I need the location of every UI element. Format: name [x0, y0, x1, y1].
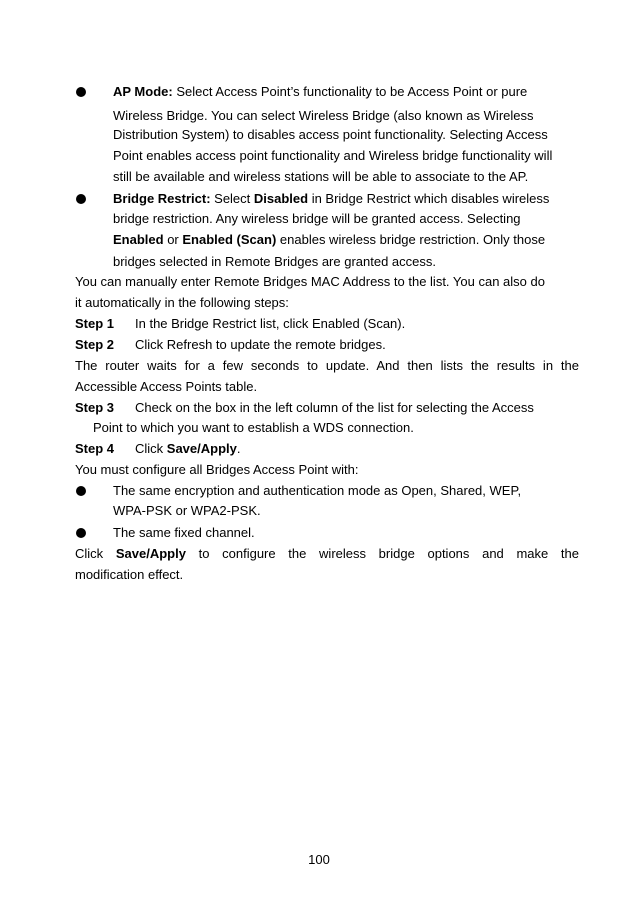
save-apply-term: Save/Apply: [166, 441, 237, 456]
configure-line: You must configure all Bridges Access Point with:: [75, 462, 359, 477]
bridge-restrict-text: enables wireless bridge restriction. Only those: [276, 232, 546, 247]
step-text: .: [236, 441, 241, 456]
bridge-restrict-line: bridge restriction. Any wireless bridge will be granted access. Selecting: [113, 211, 521, 226]
ap-mode-line: Wireless Bridge. You can select Wireless Bridge (also known as Wireless: [113, 108, 534, 123]
step-label: Step 3: [75, 400, 115, 415]
ap-mode-line: Distribution System) to disables access point functionality. Selecting Access: [113, 127, 548, 142]
manual-line: it automatically in the following steps:: [75, 295, 289, 310]
enabled-term: Enabled: [113, 232, 164, 247]
router-line: The router waits for a few seconds to update. And then lists the results in the: [75, 358, 579, 373]
ap-mode-line: still be available and wireless stations will be able to associate to the AP.: [113, 169, 529, 184]
bridge-restrict-line: [113, 232, 545, 248]
step-4: [75, 441, 241, 457]
enabled-scan-term: Enabled (Scan): [182, 232, 277, 247]
bridge-restrict-label: Bridge Restrict:: [113, 191, 211, 206]
step-label: Step 2: [75, 337, 115, 352]
step-label: Step 1: [75, 316, 115, 331]
ap-mode-label: AP Mode:: [113, 84, 173, 99]
step-2: [75, 337, 386, 353]
step-3-continued: Point to which you want to establish a WDS connection.: [93, 420, 414, 435]
bullet-icon: [76, 486, 86, 496]
click-line: modification effect.: [75, 567, 184, 582]
bullet-icon: [76, 194, 86, 204]
click-text: Click: [75, 546, 116, 561]
manual-line: You can manually enter Remote Bridges MAC Address to the list. You can also do: [75, 274, 545, 289]
step-text: Check on the box in the left column of the list for selecting the Access: [135, 400, 534, 415]
step-1: [75, 316, 405, 332]
ap-mode-text: Select Access Point’s functionality to be Access Point or pure: [172, 84, 528, 99]
step-text: Click: [135, 441, 167, 456]
save-apply-term: Save/Apply: [115, 546, 186, 561]
bridge-restrict-line: bridges selected in Remote Bridges are granted access.: [113, 254, 437, 269]
step-3: [75, 400, 534, 416]
ap-mode-line: [113, 84, 527, 100]
bridge-restrict-line: [113, 191, 549, 207]
disabled-term: Disabled: [253, 191, 309, 206]
bridge-restrict-text: in Bridge Restrict which disables wireless: [308, 191, 550, 206]
step-text: In the Bridge Restrict list, click Enabled (Scan).: [135, 316, 406, 331]
bullet-icon: [76, 87, 86, 97]
encryption-line: The same encryption and authentication mode as Open, Shared, WEP,: [113, 483, 522, 498]
page-number: 100: [308, 852, 330, 867]
ap-mode-line: Point enables access point functionality and Wireless bridge functionality will: [113, 148, 553, 163]
step-text: Click Refresh to update the remote bridges.: [135, 337, 386, 352]
bridge-restrict-text: or: [163, 232, 183, 247]
encryption-line: WPA-PSK or WPA2-PSK.: [113, 503, 261, 518]
click-text: to configure the wireless bridge options and make the: [185, 546, 579, 561]
router-line: Accessible Access Points table.: [75, 379, 258, 394]
bridge-restrict-text: Select: [210, 191, 254, 206]
step-label: Step 4: [75, 441, 115, 456]
bullet-icon: [76, 528, 86, 538]
click-line: [75, 546, 579, 562]
channel-line: The same fixed channel.: [113, 525, 255, 540]
